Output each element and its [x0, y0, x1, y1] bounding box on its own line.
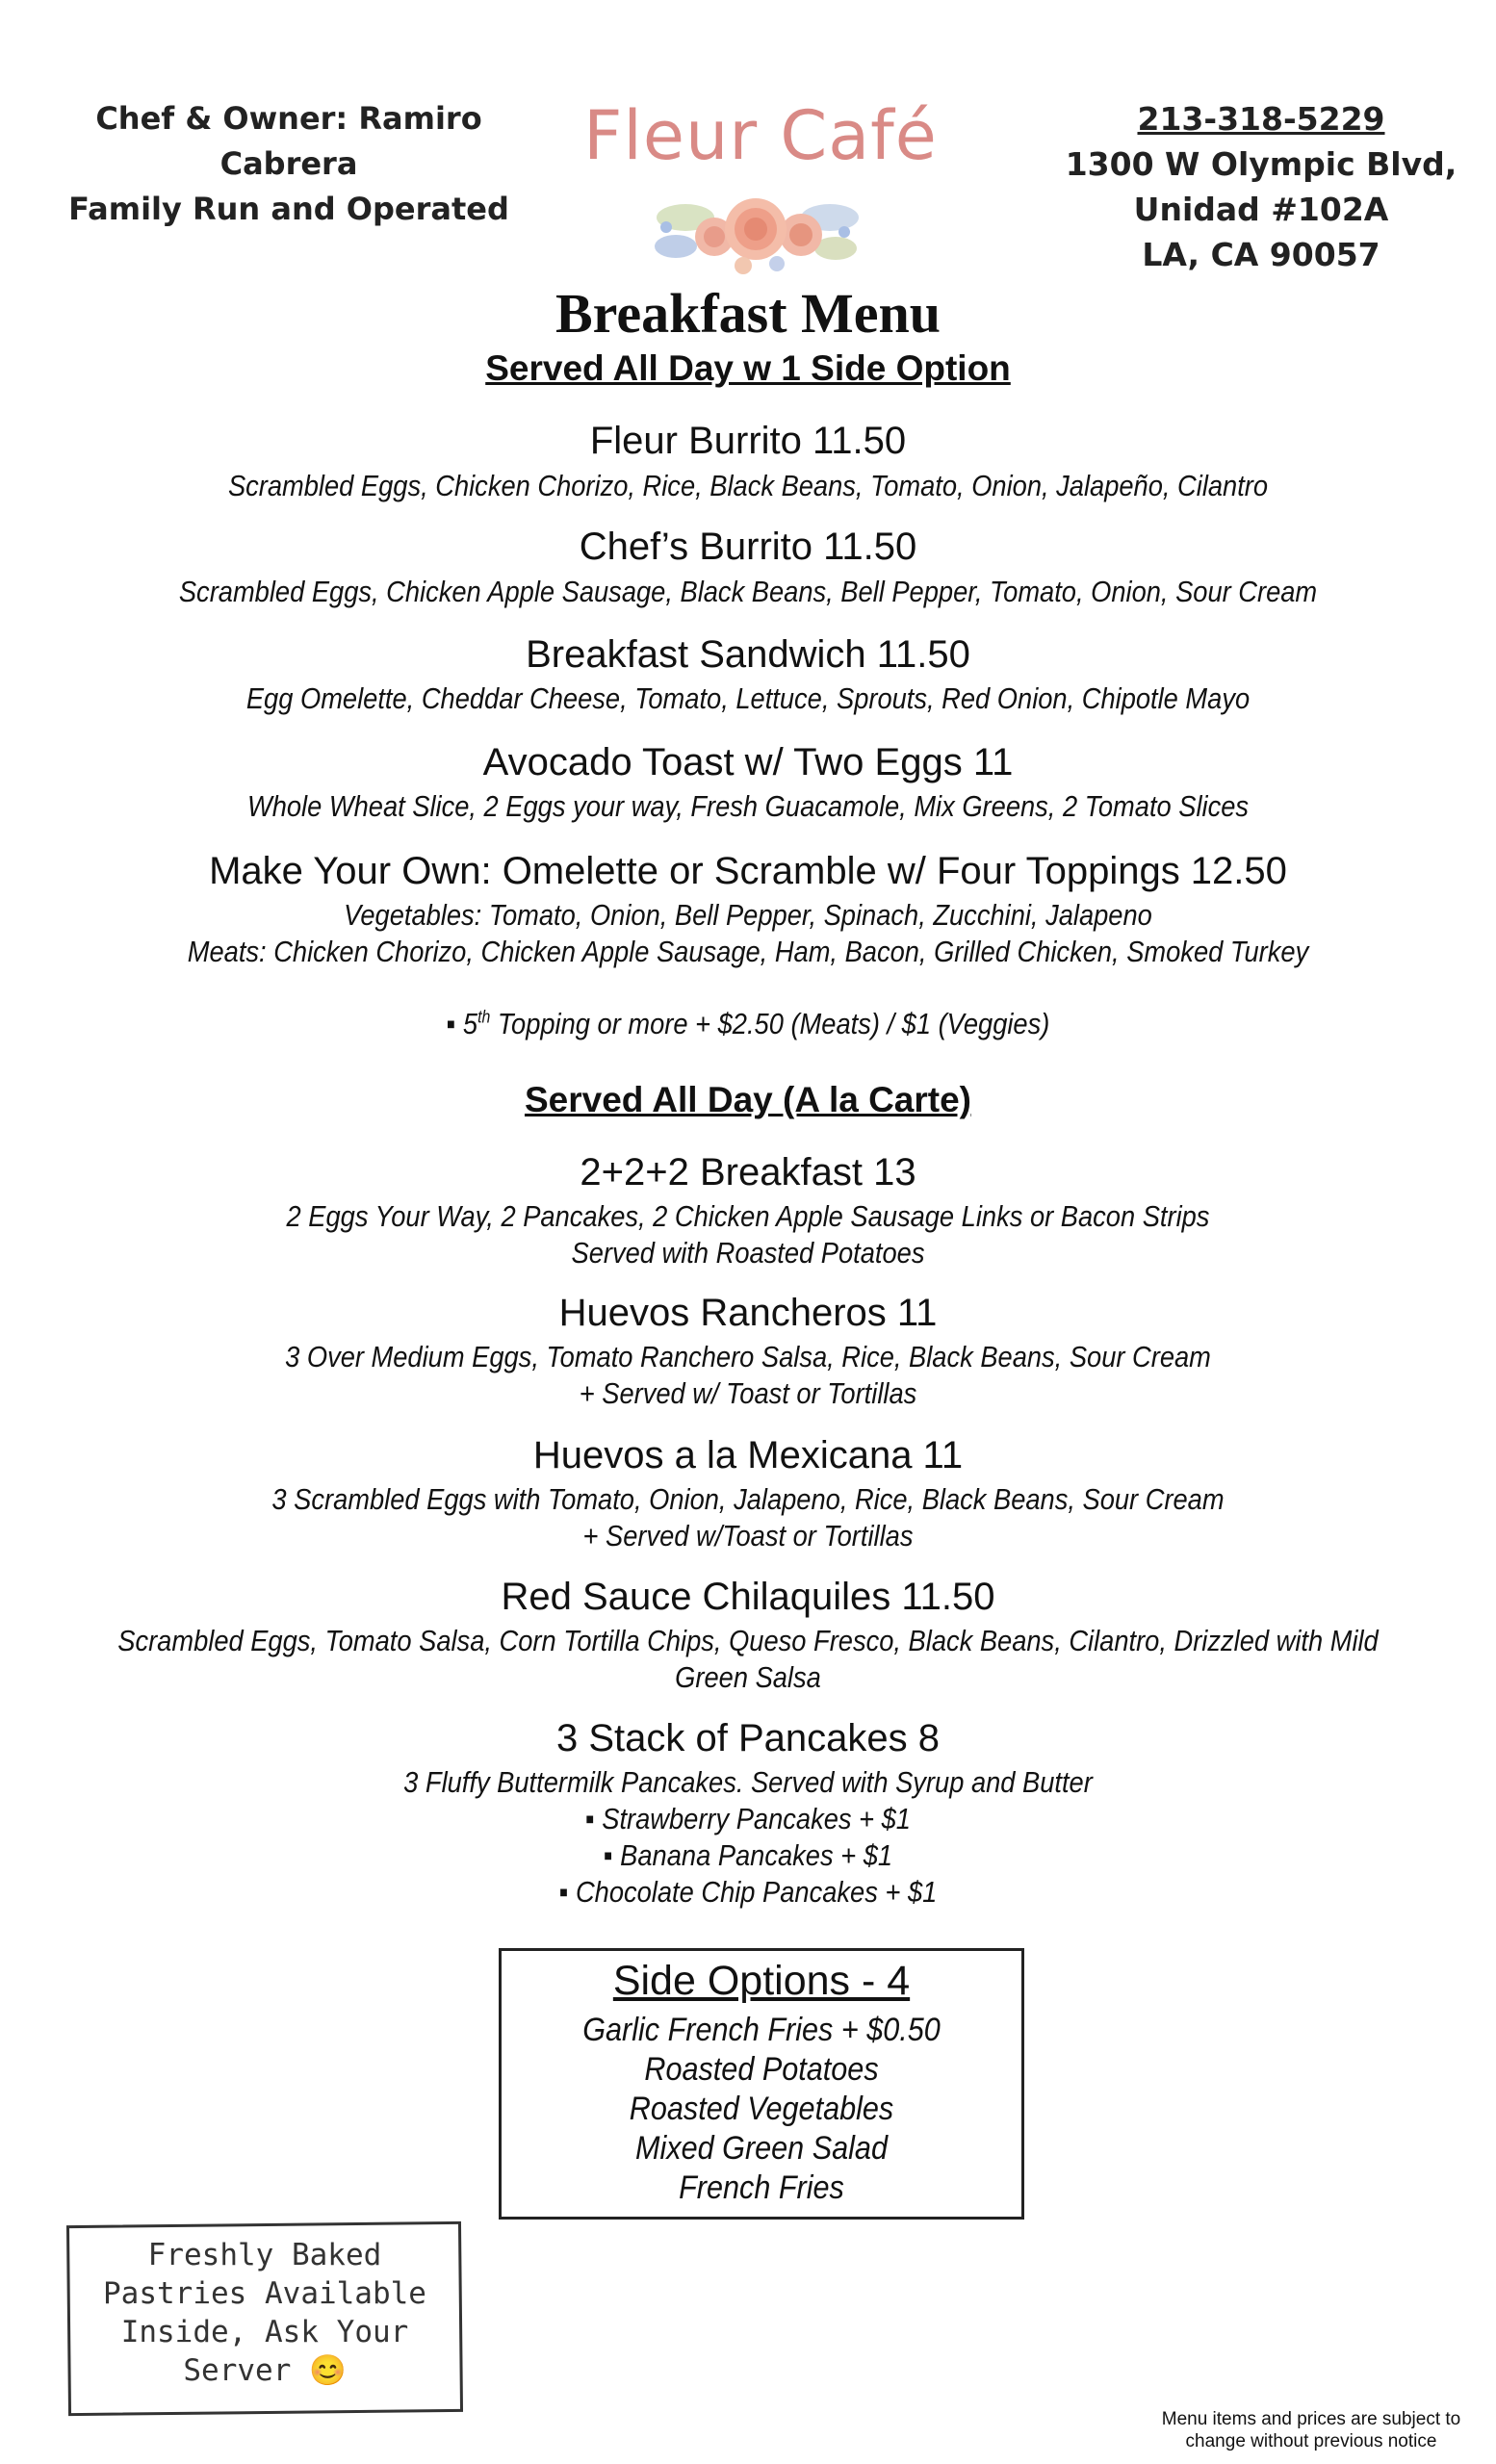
menu-item-desc: Whole Wheat Slice, 2 Eggs your way, Fresh Guacamole, Mix Greens, 2 Tomato Slices [246, 789, 1250, 823]
menu-item-name: Huevos Rancheros 11 [558, 1292, 938, 1334]
menu-item-name: Chef’s Burrito 11.50 [579, 526, 917, 568]
menu-item-desc: ▪ Banana Pancakes + $1 [603, 1838, 893, 1872]
section-title-side-option: Served All Day w 1 Side Option [485, 348, 1011, 388]
menu-item-desc: ▪ Chocolate Chip Pancakes + $1 [558, 1875, 938, 1909]
pastry-note-line: Freshly Baked [147, 2238, 382, 2272]
side-option-item: Roasted Vegetables [629, 2091, 894, 2127]
menu-title: Breakfast Menu [555, 282, 941, 345]
menu-item-desc: Meats: Chicken Chorizo, Chicken Apple Sausage, Ham, Bacon, Grilled Chicken, Smoked Turkey [187, 935, 1309, 968]
topping-note: ▪ 5th Topping or more + $2.50 (Meats) / $1 (Veggies) [446, 1007, 1050, 1040]
menu-item-desc: + Served w/ Toast or Tortillas [579, 1376, 917, 1410]
menu-item-desc: Green Salsa [675, 1660, 821, 1694]
menu-item-desc: Served with Roasted Potatoes [571, 1236, 925, 1270]
side-option-item: Roasted Potatoes [644, 2051, 879, 2088]
menu-item-desc: Vegetables: Tomato, Onion, Bell Pepper, Spinach, Zucchini, Jalapeno [344, 898, 1152, 932]
menu-item-desc: Scrambled Eggs, Tomato Salsa, Corn Tortilla Chips, Queso Fresco, Black Beans, Cilantro, Drizzled with Mild [117, 1624, 1379, 1657]
side-option-item: French Fries [679, 2169, 844, 2206]
menu-item-name: Breakfast Sandwich 11.50 [526, 633, 970, 676]
menu-item-name: Red Sauce Chilaquiles 11.50 [501, 1576, 995, 1618]
side-option-item: Garlic French Fries + $0.50 [582, 2012, 941, 2048]
pastry-note-line: Server 😊 [183, 2353, 347, 2388]
menu-item-desc: Scrambled Eggs, Chicken Chorizo, Rice, Black Beans, Tomato, Onion, Jalapeño, Cilantro [227, 469, 1269, 502]
phone-number[interactable]: 213-318-5229 [1137, 100, 1385, 138]
address-line-2: Unidad #102A [1133, 191, 1389, 228]
side-option-item: Mixed Green Salad [635, 2130, 888, 2167]
menu-item-desc: Scrambled Eggs, Chicken Apple Sausage, Black Beans, Bell Pepper, Tomato, Onion, Sour Cream [178, 575, 1318, 608]
price-notice [1128, 2408, 1494, 2452]
menu-item-desc: ▪ Strawberry Pancakes + $1 [585, 1802, 911, 1835]
pastry-note [67, 2236, 462, 2390]
menu-item-desc: + Served w/Toast or Tortillas [582, 1519, 914, 1553]
menu-item-desc: 3 Fluffy Buttermilk Pancakes. Served with Syrup and Butter [403, 1765, 1093, 1799]
pastry-note-line: Inside, Ask Your [120, 2315, 409, 2349]
menu-item-name: Huevos a la Mexicana 11 [532, 1434, 964, 1476]
menu-item-desc: 3 Scrambled Eggs with Tomato, Onion, Jalapeno, Rice, Black Beans, Sour Cream [271, 1482, 1225, 1516]
section-title-a-la-carte: Served All Day (A la Carte) [524, 1080, 972, 1119]
chef-owner-line: Chef & Owner: Ramiro Cabrera [95, 100, 482, 182]
menu-item-name: Avocado Toast w/ Two Eggs 11 [482, 741, 1014, 783]
family-run-line: Family Run and Operated [68, 191, 509, 227]
floral-bouquet-icon [647, 179, 864, 275]
menu-item-name: Fleur Burrito 11.50 [589, 420, 907, 462]
price-notice-line: change without previous notice [1185, 2431, 1437, 2451]
contact-info [1059, 96, 1463, 277]
pastry-note-line: Pastries Available [103, 2276, 426, 2311]
menu-item-name: 3 Stack of Pancakes 8 [555, 1717, 940, 1759]
owner-info [39, 96, 539, 232]
price-notice-line: Menu items and prices are subject to [1161, 2409, 1461, 2429]
menu-item-name: Make Your Own: Omelette or Scramble w/ Four Toppings 12.50 [209, 850, 1287, 892]
menu-item-desc: 2 Eggs Your Way, 2 Pancakes, 2 Chicken Apple Sausage Links or Bacon Strips [286, 1199, 1210, 1233]
address-line-3: LA, CA 90057 [1142, 236, 1380, 273]
menu-item-name: 2+2+2 Breakfast 13 [580, 1151, 916, 1194]
menu-item-desc: Egg Omelette, Cheddar Cheese, Tomato, Lettuce, Sprouts, Red Onion, Chipotle Mayo [245, 681, 1251, 715]
menu-item-desc: 3 Over Medium Eggs, Tomato Ranchero Salsa, Rice, Black Beans, Sour Cream [285, 1340, 1211, 1373]
side-options-title: Side Options - 4 [612, 1958, 911, 2004]
address-line-1: 1300 W Olympic Blvd, [1065, 145, 1457, 183]
cafe-logo-name: Fleur Café [583, 96, 938, 175]
